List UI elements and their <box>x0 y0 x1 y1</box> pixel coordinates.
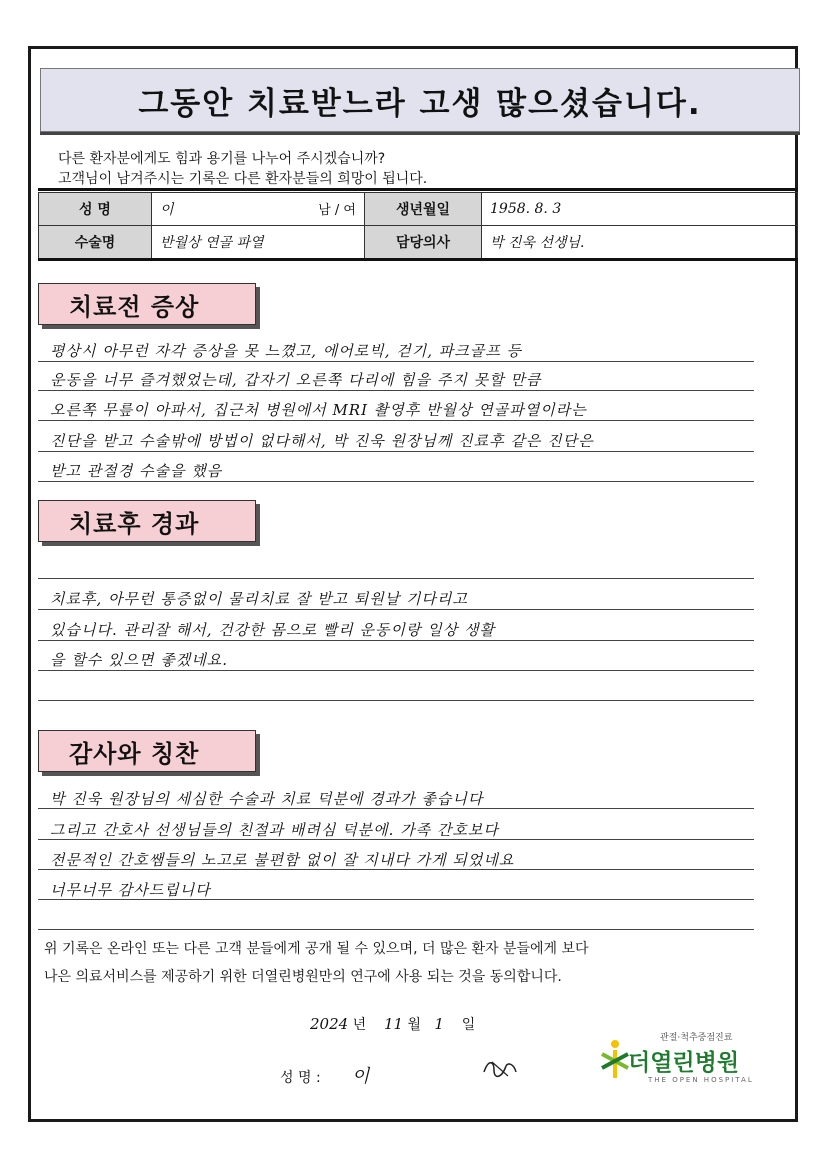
line-rule <box>38 700 754 701</box>
surgery-value: 반월상 연골 파열 <box>152 226 365 259</box>
after-line-1: 치료후, 아무런 통증없이 물리치료 잘 받고 퇴원날 기다리고 <box>50 590 468 608</box>
doctor-label: 담당의사 <box>365 226 482 259</box>
signature-name: 이 <box>351 1066 370 1087</box>
name-value <box>152 193 365 226</box>
surgery-label: 수술명 <box>39 226 152 259</box>
consent-line-2: 나은 의료서비스를 제공하기 위한 더열린병원만의 연구에 사용 되는 것을 동의합니다. <box>44 969 562 985</box>
before-line-5: 받고 관절경 수술을 했음 <box>50 462 223 480</box>
thanks-line-3: 전문적인 간호쌤들의 노고로 불편함 없이 잘 지내다 가게 되었네요 <box>50 851 515 869</box>
name-text: 이 <box>160 202 174 218</box>
signature-line <box>280 1062 369 1088</box>
section-thanks-title: 감사와 칭찬 <box>69 739 200 768</box>
line-rule <box>38 670 754 671</box>
line-rule <box>38 578 754 579</box>
page-title: 그동안 치료받느라 고생 많으셨습니다. <box>138 85 702 122</box>
section-after-title: 치료후 경과 <box>69 509 200 538</box>
line-rule <box>38 420 754 421</box>
after-line-2: 있습니다. 관리잘 해서, 건강한 몸으로 빨리 운동이랑 일상 생활 <box>50 621 495 639</box>
thanks-line-2: 그리고 간호사 선생님들의 친절과 배려심 덕분에. 가족 간호보다 <box>50 821 499 839</box>
date-month-unit: 월 <box>407 1017 422 1033</box>
line-rule <box>38 640 754 641</box>
after-line-3: 을 할수 있으면 좋겠네요. <box>50 651 228 669</box>
logo-name: 더열린병원 <box>628 1050 740 1076</box>
info-table-bottom-border <box>38 258 798 261</box>
intro-line-2: 고객님이 남겨주시는 기록은 다른 환자분들의 희망이 됩니다. <box>58 171 428 187</box>
logo-mark-icon <box>600 1038 630 1082</box>
section-before-header <box>38 283 256 325</box>
line-rule <box>38 451 754 452</box>
line-rule <box>38 929 754 930</box>
logo-english: THE OPEN HOSPITAL <box>648 1076 754 1084</box>
before-line-4: 진단을 받고 수술밖에 방법이 없다해서, 박 진욱 원장님께 진료후 같은 진단은 <box>50 432 594 450</box>
before-line-1: 평상시 아무런 자각 증상을 못 느꼈고, 에어로빅, 걷기, 파크골프 등 <box>50 342 522 360</box>
doctor-value: 박 진욱 선생님. <box>482 226 798 259</box>
date-year-unit: 년 <box>352 1017 367 1033</box>
name-label: 성 명 <box>39 193 152 226</box>
consent-line-1: 위 기록은 온라인 또는 다른 고객 분들에게 공개 될 수 있으며, 더 많은 환자 분들에게 보다 <box>44 941 589 957</box>
info-table-top-border <box>38 188 798 191</box>
date-day: 1 <box>434 1015 444 1033</box>
section-after-header <box>38 500 256 542</box>
gender-value: 남 / 여 <box>318 203 356 218</box>
line-rule <box>38 481 754 482</box>
thanks-line-1: 박 진욱 원장님의 세심한 수술과 치료 덕분에 경과가 좋습니다 <box>50 790 484 808</box>
date-day-unit: 일 <box>461 1017 476 1033</box>
line-rule <box>38 390 754 391</box>
intro-line-1: 다른 환자분에게도 힘과 용기를 나누어 주시겠습니까? <box>58 151 386 167</box>
before-line-2: 운동을 너무 즐겨했었는데, 갑자기 오른쪽 다리에 힘을 주지 못할 만큼 <box>50 371 542 389</box>
thanks-line-4: 너무너무 감사드립니다 <box>50 881 211 899</box>
hospital-logo <box>600 1030 790 1092</box>
line-rule <box>38 361 754 362</box>
signature-label: 성 명 : <box>280 1070 321 1086</box>
date-line <box>310 1014 475 1034</box>
before-line-3: 오른쪽 무릎이 아파서, 집근처 병원에서 MRI 촬영후 반월상 연골파열이라는 <box>50 401 587 419</box>
date-year: 2024 <box>310 1015 349 1033</box>
date-month: 11 <box>383 1015 404 1033</box>
birth-label: 생년월일 <box>365 193 482 226</box>
section-before-title: 치료전 증상 <box>69 292 200 321</box>
handwritten-signature <box>480 1058 520 1080</box>
line-rule <box>38 609 754 610</box>
birth-value: 1958. 8. 3 <box>482 193 798 226</box>
patient-info-table <box>38 192 798 259</box>
logo-tagline: 관절·척추중점진료 <box>660 1033 733 1043</box>
title-banner <box>40 68 800 132</box>
section-thanks-header <box>38 730 256 772</box>
